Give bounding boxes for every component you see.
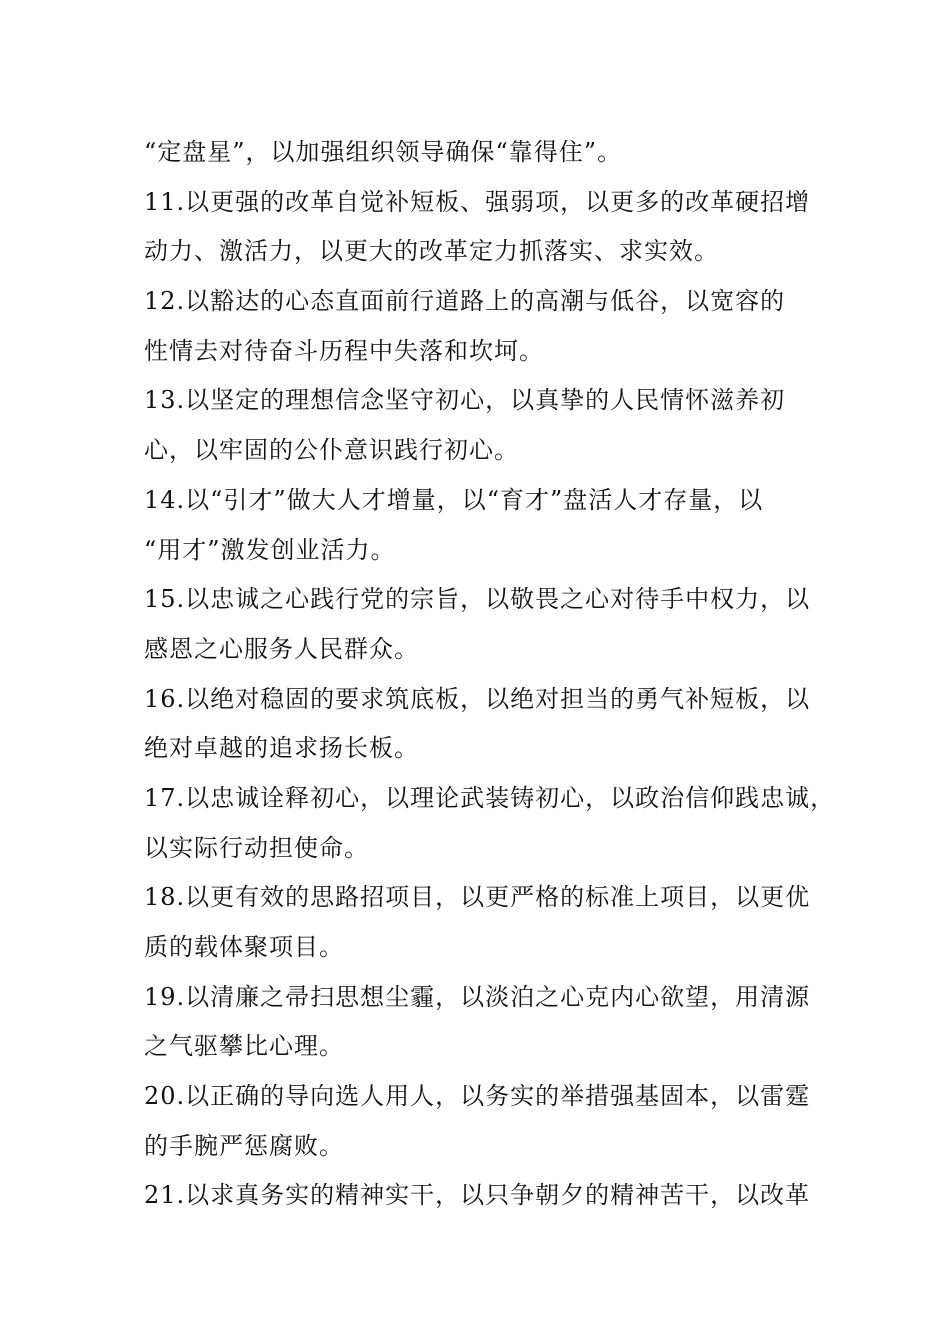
text-line: 14.以“引才”做大人才增量，以“育才”盘活人才存量，以 (144, 485, 764, 514)
text-line: 的手腕严惩腐败。 (144, 1131, 344, 1160)
text-line: 以实际行动担使命。 (144, 833, 369, 862)
document-body (144, 128, 844, 1221)
text-line: 性情去对待奋斗历程中失落和坎坷。 (144, 336, 544, 365)
text-line: 19.以清廉之帚扫思想尘霾，以淡泊之心克内心欲望，用清源 (144, 982, 811, 1011)
text-line: 绝对卓越的追求扬长板。 (144, 734, 419, 763)
text-line: “定盘星”，以加强组织领导确保“靠得住”。 (144, 138, 623, 166)
text-line: “用才”激发创业活力。 (144, 535, 396, 564)
text-line: 18.以更有效的思路招项目，以更严格的标准上项目，以更优 (144, 883, 811, 912)
text-line: 质的载体聚项目。 (144, 933, 344, 961)
text-line: 11.以更强的改革自觉补短板、强弱项，以更多的改革硬招增 (144, 187, 811, 216)
text-line: 之气驱攀比心理。 (144, 1032, 344, 1061)
text-line: 心，以牢固的公仆意识践行初心。 (144, 436, 519, 465)
text-line: 13.以坚定的理想信念坚守初心，以真挚的人民情怀滋养初 (144, 386, 786, 415)
text-line: 15.以忠诚之心践行党的宗旨，以敬畏之心对待手中权力，以 (144, 585, 811, 614)
text-line: 21.以求真务实的精神实干，以只争朝夕的精神苦干，以改革 (144, 1181, 811, 1210)
text-line: 20.以正确的导向选人用人，以务实的举措强基固本，以雷霆 (144, 1082, 811, 1111)
text-line: 12.以豁达的心态直面前行道路上的高潮与低谷，以宽容的 (144, 287, 786, 316)
text-line: 动力、激活力，以更大的改革定力抓落实、求实效。 (144, 237, 719, 266)
text-line: 17.以忠诚诠释初心，以理论武装铸初心，以政治信仰践忠诚， (144, 783, 836, 812)
text-line: 感恩之心服务人民群众。 (144, 634, 419, 663)
text-line: 16.以绝对稳固的要求筑底板，以绝对担当的勇气补短板，以 (144, 684, 811, 713)
